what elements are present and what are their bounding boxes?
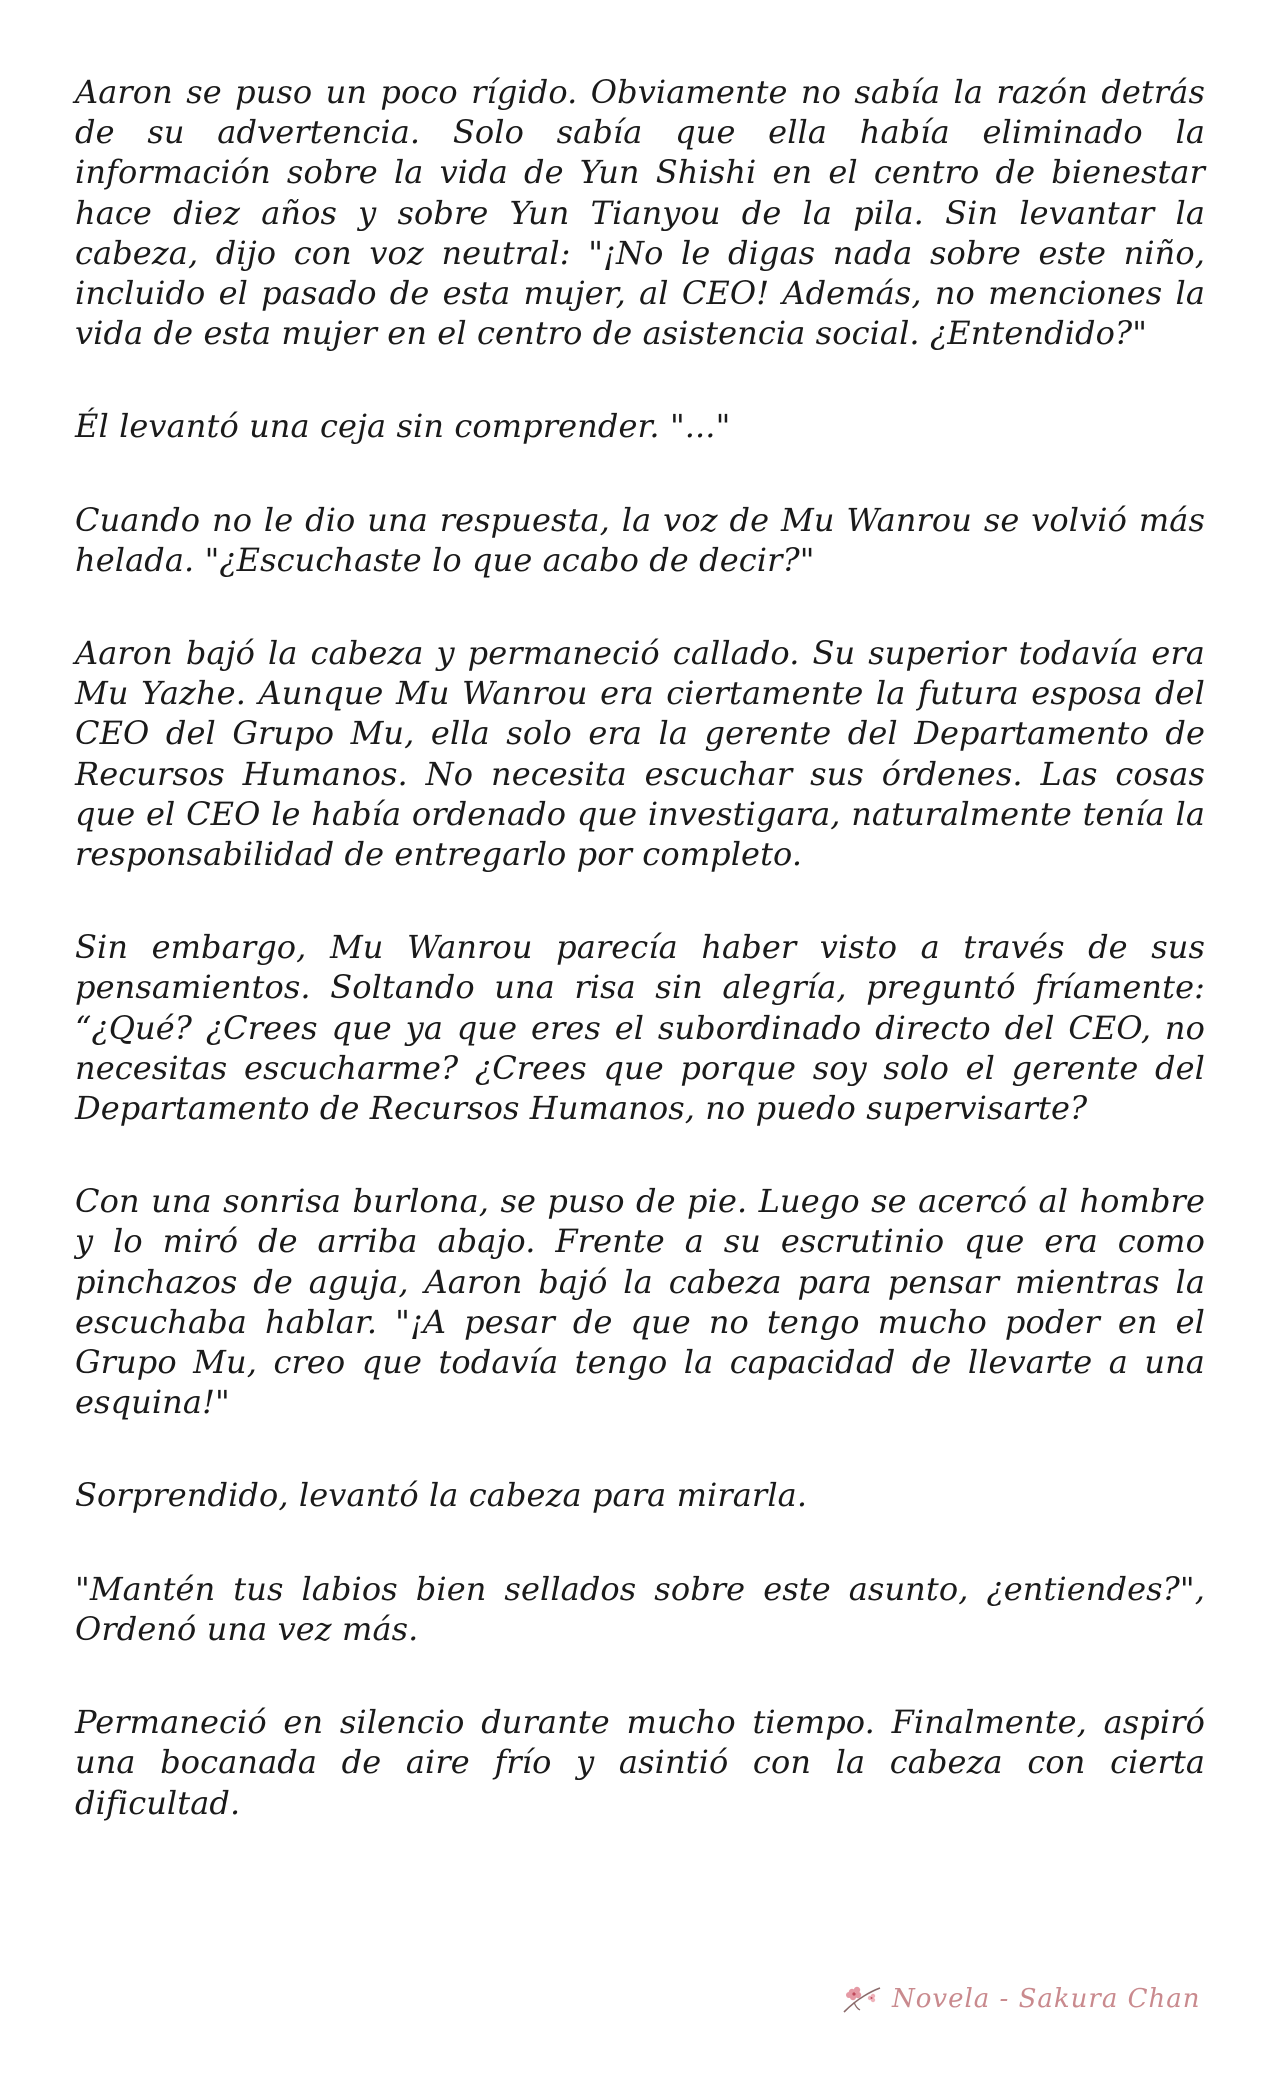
- paragraph-3: Cuando no le dio una respuesta, la voz de Mu Wanrou se volvió más helada. "¿Escuchaste lo que acabo de decir?": [75, 500, 1205, 579]
- paragraph-7: Sorprendido, levantó la cabeza para mirarla.: [75, 1476, 808, 1515]
- paragraph-1: Aaron se puso un poco rígido. Obviamente no sabía la razón detrás de su advertencia. Solo sabía que ella había eliminado la información sobre la vida de Yun Shishi en el centro de bienestar hace diez años y sobre Yun Tianyou de la pila. Sin levantar la cabeza, dijo con voz neutral: "¡No le digas nada sobre este niño, incluido el pasado de esta mujer, al CEO! Además, no menciones la vida de esta mujer en el centro de asistencia social. ¿Entendido?": [75, 73, 1205, 353]
- document-body: [75, 72, 1205, 1876]
- sakura-blossom-icon: [840, 1982, 884, 2016]
- watermark-text: Novela - Sakura Chan: [892, 1984, 1201, 2014]
- paragraph-9: Permaneció en silencio durante mucho tiempo. Finalmente, aspiró una bocanada de aire frío y asintió con la cabeza con cierta dificultad.: [75, 1703, 1205, 1822]
- paragraph-2: Él levantó una ceja sin comprender. "...": [75, 407, 731, 446]
- watermark: [840, 1982, 1201, 2016]
- paragraph-6: Con una sonrisa burlona, se puso de pie. Luego se acercó al hombre y lo miró de arriba abajo. Frente a su escrutinio que era como pinchazos de aguja, Aaron bajó la cabeza para pensar mientras la escuchaba hablar. "¡A pesar de que no tengo mucho poder en el Grupo Mu, creo que todavía tengo la capacidad de llevarte a una esquina!": [75, 1182, 1205, 1422]
- paragraph-5: Sin embargo, Mu Wanrou parecía haber visto a través de sus pensamientos. Soltando una risa sin alegría, preguntó fríamente: “¿Qué? ¿Crees que ya que eres el subordinado directo del CEO, no necesitas escucharme? ¿Crees que porque soy solo el gerente del Departamento de Recursos Humanos, no puedo supervisarte?: [75, 928, 1205, 1128]
- paragraph-8: "Mantén tus labios bien sellados sobre este asunto, ¿entiendes?", Ordenó una vez más.: [75, 1569, 1205, 1648]
- paragraph-4: Aaron bajó la cabeza y permaneció callado. Su superior todavía era Mu Yazhe. Aunque Mu Wanrou era ciertamente la futura esposa del CEO del Grupo Mu, ella solo era la gerente del Departamento de Recursos Humanos. No necesita escuchar sus órdenes. Las cosas que el CEO le había ordenado que investigara, naturalmente tenía la responsabilidad de entregarlo por completo.: [75, 634, 1205, 874]
